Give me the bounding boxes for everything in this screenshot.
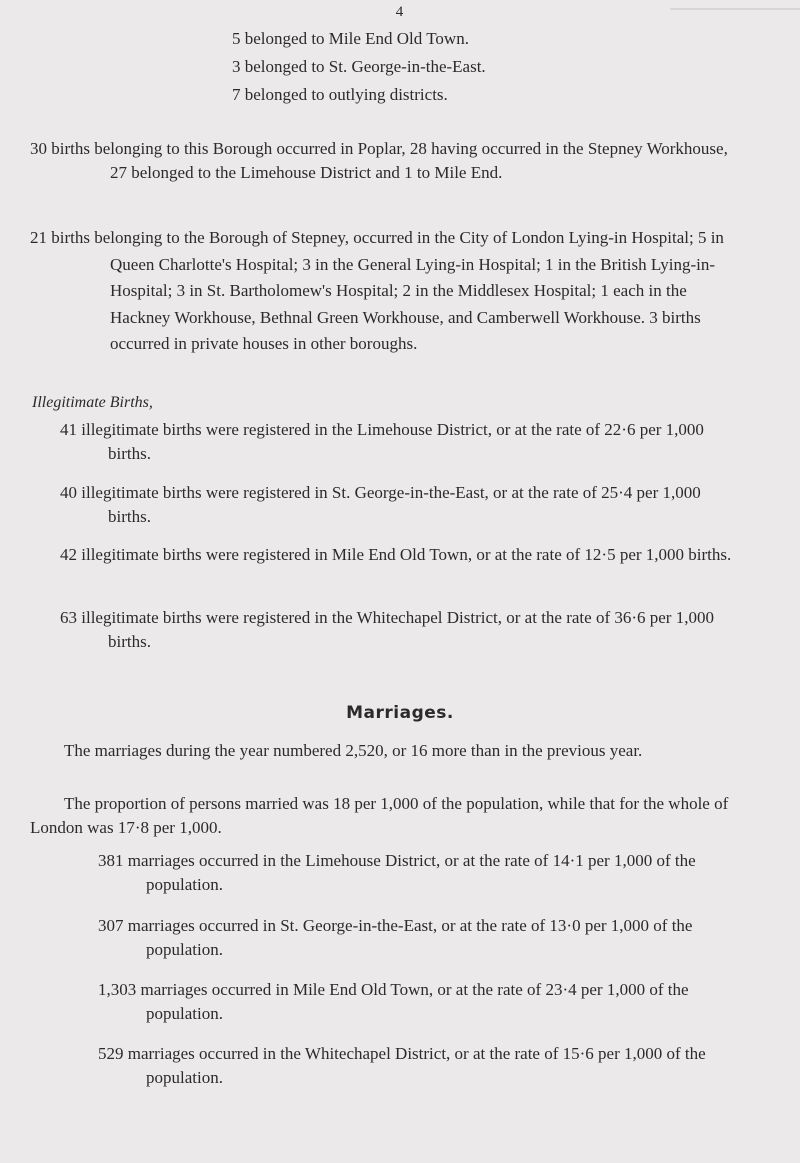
top-rule [670,8,800,10]
illegitimate-item-text: 40 illegitimate births were registered in St. George-in-the-East, or at the rate of 25·4 per 1,000 births. [60,483,701,526]
poplar-paragraph-text: 30 births belonging to this Borough occurred in Poplar, 28 having occurred in the Stepney Workhouse, 27 belonged to the Limehouse District and 1 to Mile End. [30,139,728,182]
birth-place-st-george: 3 belonged to St. George-in-the-East. [232,57,486,76]
marriage-item [98,914,740,962]
illegitimate-item-text: 42 illegitimate births were registered in Mile End Old Town, or at the rate of 12·5 per 1,000 births. [60,545,732,564]
city-paragraph [30,225,740,358]
city-paragraph-text: 21 births belonging to the Borough of Stepney, occurred in the City of London Lying-in Hospital; 5 in Queen Charlotte's Hospital; 3 in the General Lying-in Hospital; 1 in the British Lying-in-Hospital; 3 in St. Bartholomew's Hospital; 2 in the Middlesex Hospital; 1 each in the Hackney Workhouse, Bethnal Green Workhouse, and Camberwell Workhouse. 3 births occurred in private houses in other boroughs. [30,228,724,353]
marriages-heading: Marriages. [346,703,454,723]
illegitimate-item [60,418,740,466]
illegitimate-item-text: 63 illegitimate births were registered in the Whitechapel District, or at the rate of 36·6 per 1,000 births. [60,608,714,651]
marriage-item-text: 307 marriages occurred in St. George-in-the-East, or at the rate of 13·0 per 1,000 of the population. [98,916,693,959]
poplar-paragraph [30,137,740,185]
marriage-item [98,978,740,1026]
marriage-item-text: 1,303 marriages occurred in Mile End Old Town, or at the rate of 23·4 per 1,000 of the population. [98,980,689,1023]
illegitimate-item [60,481,740,529]
illegitimate-item [60,543,740,567]
illegitimate-item-text: 41 illegitimate births were registered in the Limehouse District, or at the rate of 22·6 per 1,000 births. [60,420,704,463]
marriage-item-text: 381 marriages occurred in the Limehouse District, or at the rate of 14·1 per 1,000 of the population. [98,851,696,894]
marriages-intro-2-text: The proportion of persons married was 18 per 1,000 of the population, while that for the whole of London was 17·8 per 1,000. [30,794,729,837]
marriage-item [98,1042,740,1090]
marriages-intro-1-text: The marriages during the year numbered 2,520, or 16 more than in the previous year. [64,741,643,760]
marriage-item-text: 529 marriages occurred in the Whitechapel District, or at the rate of 15·6 per 1,000 of the population. [98,1044,706,1087]
illegitimate-item [60,606,740,654]
marriages-intro-1 [30,739,740,763]
birth-place-outlying: 7 belonged to outlying districts. [232,85,448,104]
illegitimate-heading: Illegitimate Births, [32,394,153,411]
page-number: 4 [395,4,405,20]
marriages-intro-2 [30,792,740,840]
marriage-item [98,849,740,897]
birth-place-mile-end: 5 belonged to Mile End Old Town. [232,29,469,48]
